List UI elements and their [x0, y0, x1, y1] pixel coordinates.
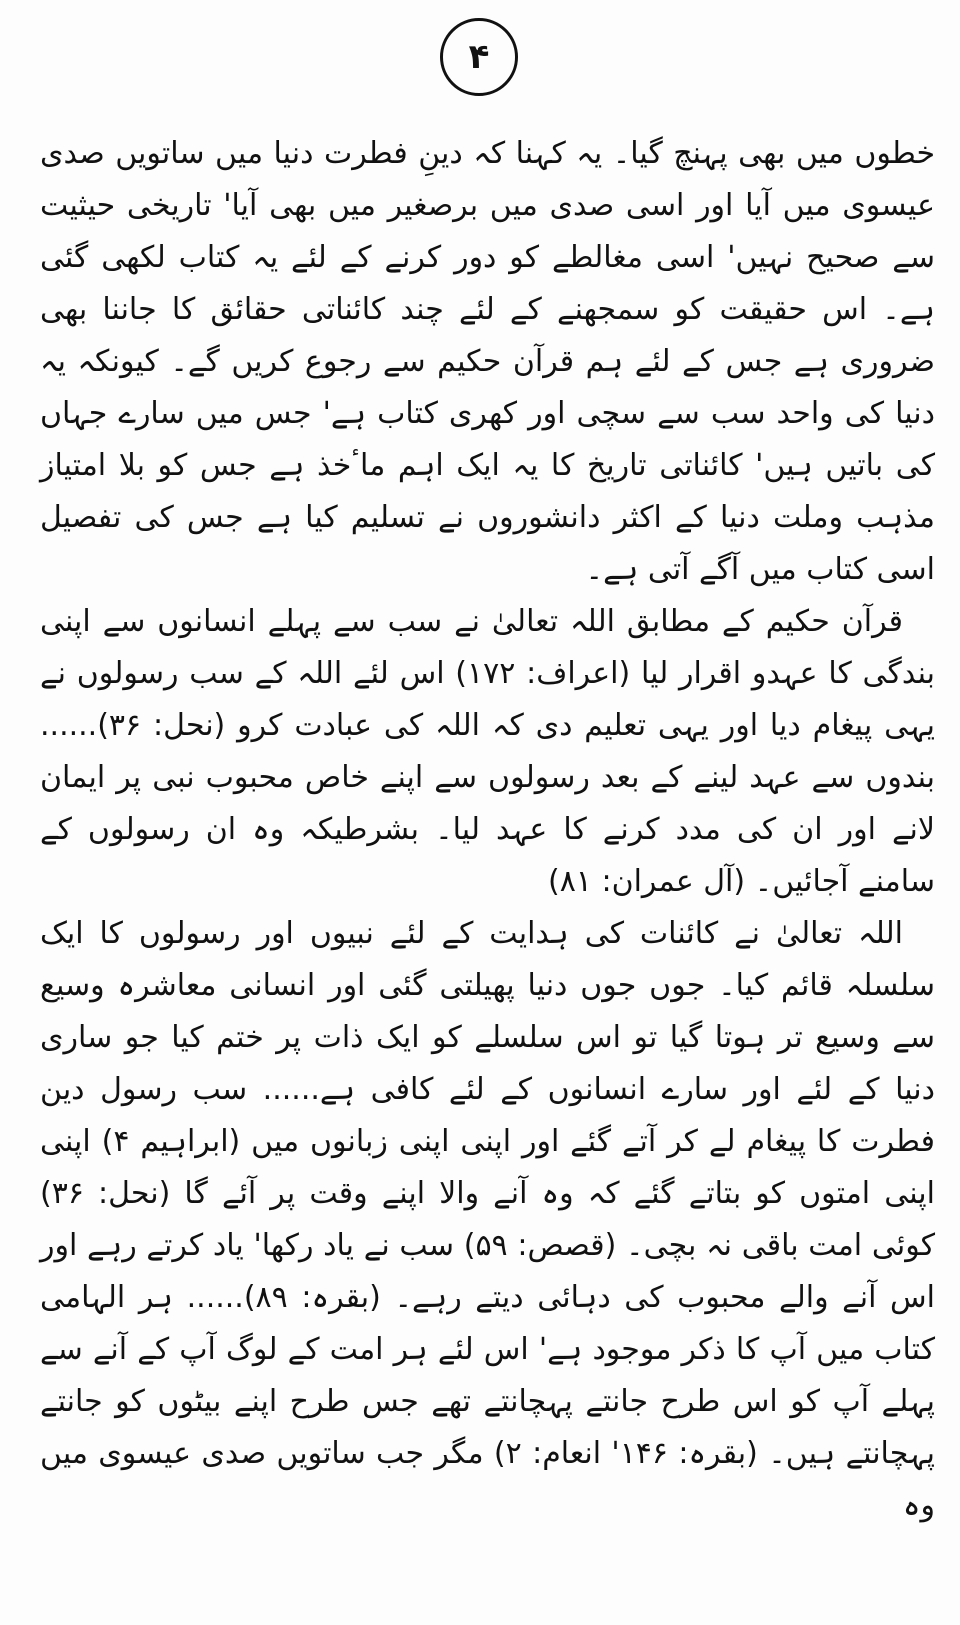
paragraph-prophets: اللہ تعالیٰ نے کائنات کی ہدایت کے لئے نبیوں اور رسولوں کا ایک سلسلہ قائم کیا۔ جوں جوں دنیا پھیلتی گئی اور انسانی معاشرہ وسیع سے وسیع تر ہوتا گیا تو اس سلسلے کو ایک ذات پر ختم کیا جو ساری دنیا کے لئے اور سارے انسانوں کے لئے کافی ہے...... سب رسول دین فطرت کا پیغام لے کر آتے گئے اور اپنی اپنی زبانوں میں (ابراہیم ۴) اپنی اپنی امتوں کو بتاتے گئے کہ وہ آنے والا اپنے وقت پر آئے گا (نحل: ۳۶) کوئی امت باقی نہ بچی۔ (قصص: ۵۹) سب نے یاد رکھا' یاد کرتے رہے اور اس آنے والے محبوب کی دہائی دیتے رہے۔ (بقرہ: ۸۹)...... ہر الہامی کتاب میں آپ کا ذکر موجود ہے' اس لئے ہر امت کے لوگ آپ کے آنے سے پہلے آپ کو اس طرح جانتے پہچانتے تھے جس طرح اپنے بیٹوں کو جانتے پہچانتے ہیں۔ (بقرہ: ۱۴۶' انعام: ۲) مگر جب ساتویں صدی عیسوی میں وہ [40, 916, 935, 1523]
page-body [40, 128, 935, 1532]
paragraph-intro: خطوں میں بھی پہنچ گیا۔ یہ کہنا کہ دینِ فطرت دنیا میں ساتویں صدی عیسوی میں آیا اور اسی صدی میں برصغیر میں بھی آیا' تاریخی حیثیت سے صحیح نہیں' اسی مغالطے کو دور کرنے کے لئے یہ کتاب لکھی گئی ہے۔ اس حقیقت کو سمجھنے کے لئے چند کائناتی حقائق کا جاننا بھی ضروری ہے جس کے لئے ہم قرآن حکیم سے رجوع کریں گے۔ کیونکہ یہ دنیا کی واحد سب سے سچی اور کھری کتاب ہے' جس میں سارے جہاں کی باتیں ہیں' کائناتی تاریخ کا یہ ایک اہم ماٴخذ ہے جس کو بلا امتیاز مذہب وملت دنیا کے اکثر دانشوروں نے تسلیم کیا ہے جس کی تفصیل اسی کتاب میں آگے آتی ہے۔ [40, 136, 935, 587]
page-number: ۴ [440, 18, 518, 96]
paragraph-covenant: قرآن حکیم کے مطابق اللہ تعالیٰ نے سب سے پہلے انسانوں سے اپنی بندگی کا عہدو اقرار لیا (اعراف: ۱۷۲) اس لئے اللہ کے سب رسولوں نے یہی پیغام دیا اور یہی تعلیم دی کہ اللہ کی عبادت کرو (نحل: ۳۶)...... بندوں سے عہد لینے کے بعد رسولوں سے اپنے خاص محبوب نبی پر ایمان لانے اور ان کی مدد کرنے کا عہد لیا۔ بشرطیکہ وہ ان رسولوں کے سامنے آجائیں۔ (آل عمران: ۸۱) [40, 604, 935, 899]
